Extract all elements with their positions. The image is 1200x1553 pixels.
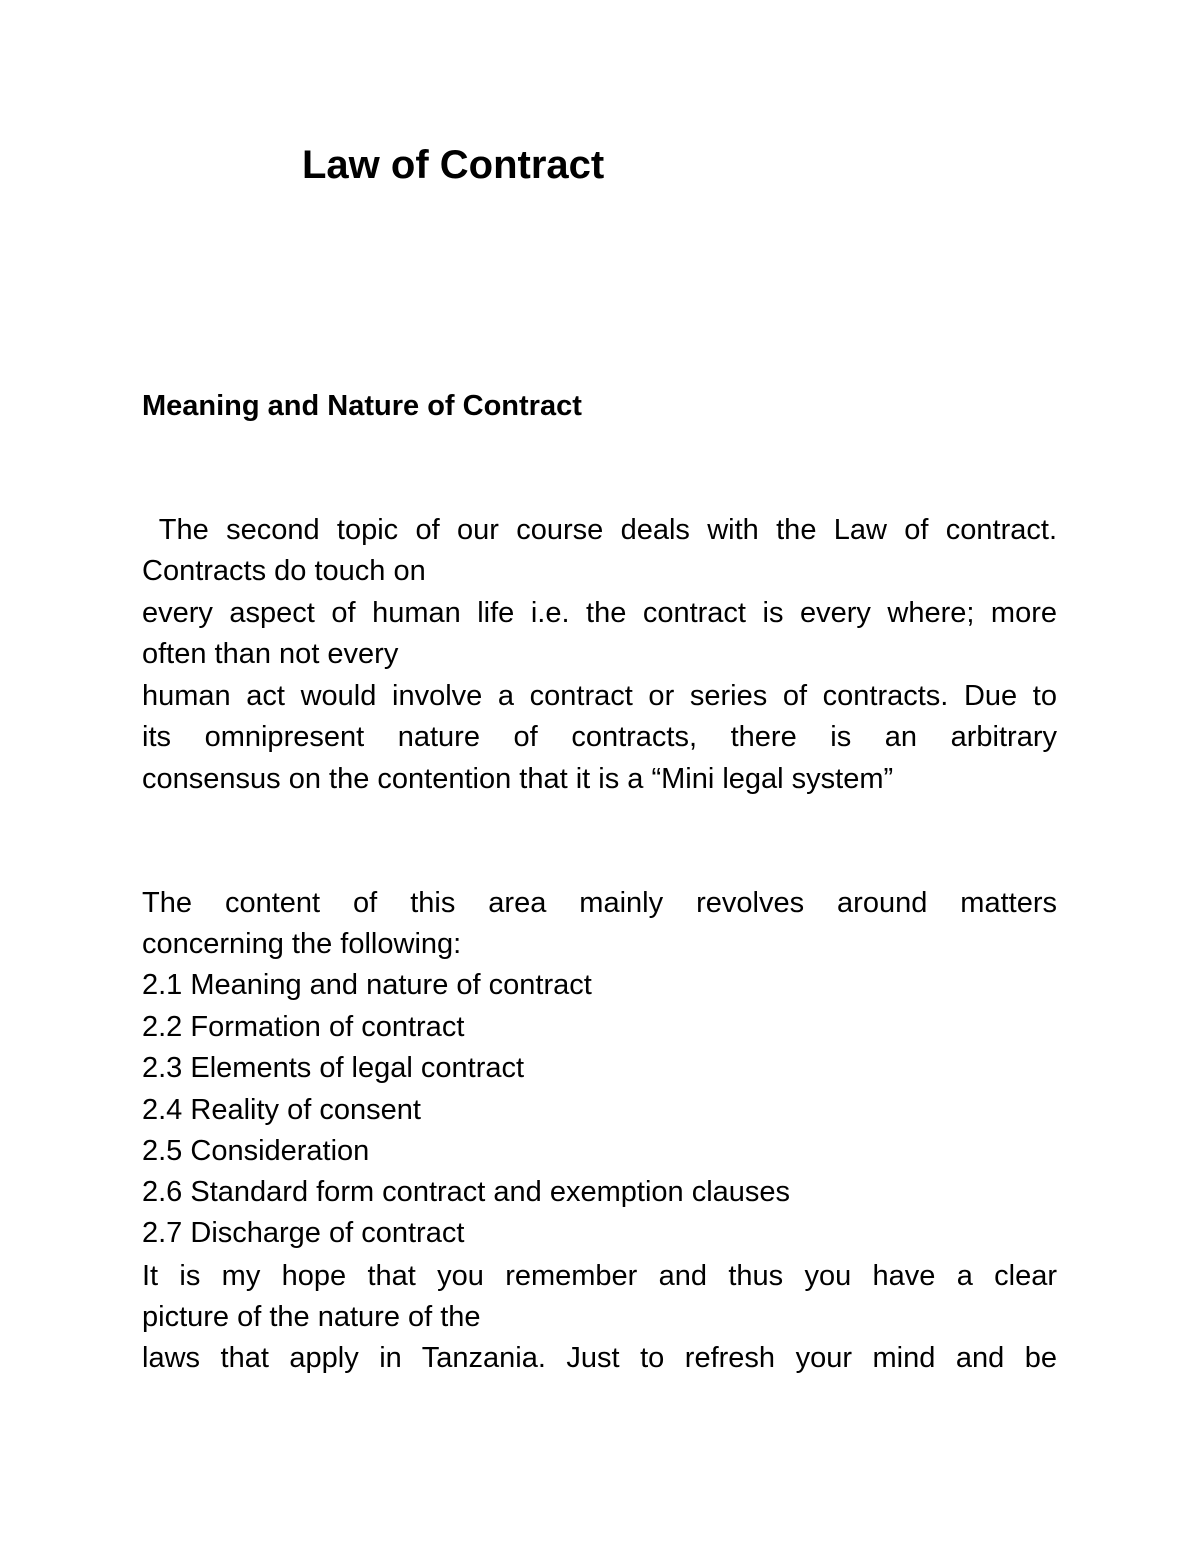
paragraph-line: The second topic of our course deals with the Law of contract.	[142, 514, 1057, 546]
topic-list-item: 2.2 Formation of contract	[142, 1011, 465, 1043]
paragraph-line: every aspect of human life i.e. the contract is every where; more	[142, 597, 1057, 629]
paragraph-line: consensus on the contention that it is a “Mini legal system”	[142, 763, 894, 795]
paragraph-line: concerning the following:	[142, 928, 462, 960]
paragraph-line: its omnipresent nature of contracts, there is an arbitrary	[142, 721, 1057, 753]
topic-list-item: 2.7 Discharge of contract	[142, 1217, 465, 1249]
topic-list-item: 2.5 Consideration	[142, 1135, 370, 1167]
paragraph-line: human act would involve a contract or series of contracts. Due to	[142, 680, 1057, 712]
topic-list-item: 2.6 Standard form contract and exemption clauses	[142, 1176, 791, 1208]
paragraph-line: It is my hope that you remember and thus you have a clear	[142, 1260, 1057, 1292]
topic-list-item: 2.4 Reality of consent	[142, 1094, 421, 1126]
paragraph-line: picture of the nature of the	[142, 1301, 481, 1333]
paragraph-line: often than not every	[142, 638, 399, 670]
topic-list-item: 2.3 Elements of legal contract	[142, 1052, 525, 1084]
paragraph-line: laws that apply in Tanzania. Just to refresh your mind and be	[142, 1342, 1057, 1374]
topic-list-item: 2.1 Meaning and nature of contract	[142, 969, 592, 1001]
paragraph-line: The content of this area mainly revolves around matters	[142, 887, 1057, 919]
paragraph-line: Contracts do touch on	[142, 555, 426, 587]
section-heading: Meaning and Nature of Contract	[142, 390, 582, 422]
document-title: Law of Contract	[302, 143, 605, 187]
